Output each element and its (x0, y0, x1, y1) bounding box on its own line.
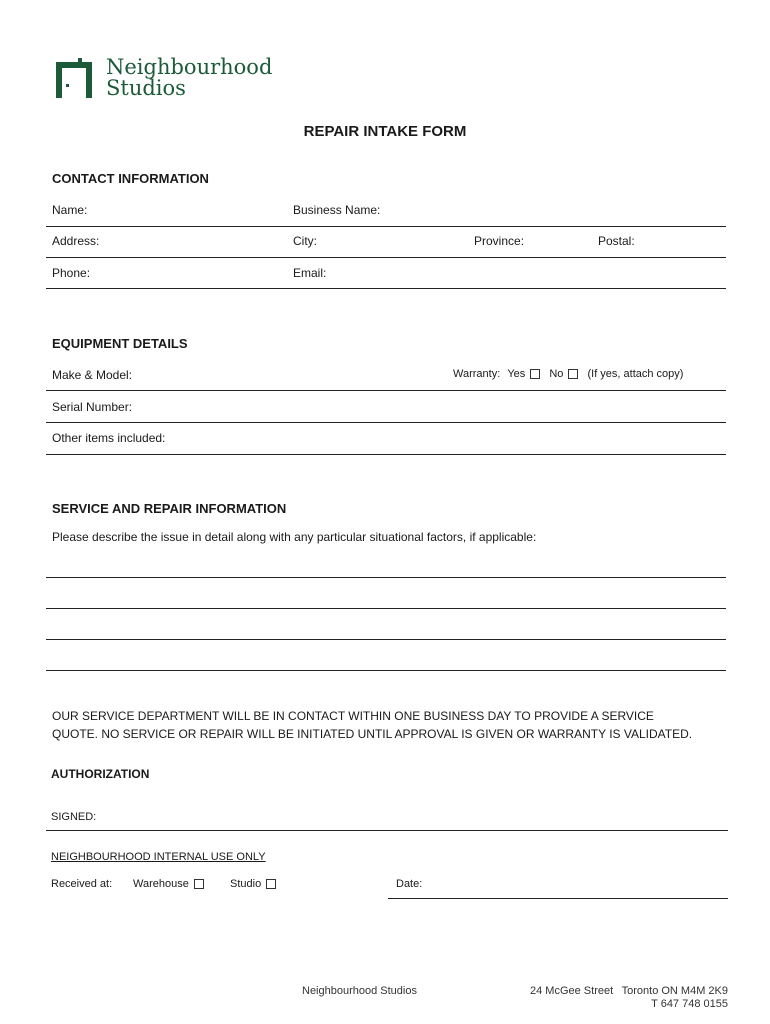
signed-label: SIGNED: (51, 811, 97, 823)
warehouse-label: Warehouse (133, 878, 189, 890)
warranty-yes-checkbox[interactable] (530, 369, 540, 379)
footer-street: 24 McGee Street (530, 985, 614, 997)
warranty-group (453, 368, 683, 380)
postal-label: Postal: (598, 234, 635, 248)
name-field[interactable] (46, 226, 726, 227)
received-at-label: Received at: (51, 878, 113, 890)
brand-name-line1: Neighbourhood (106, 55, 273, 79)
form-title: REPAIR INTAKE FORM (303, 123, 467, 140)
description-line-3[interactable] (46, 639, 726, 640)
signature-field[interactable] (46, 830, 728, 831)
brand-name-line2: Studios (106, 76, 186, 100)
make-model-field[interactable] (46, 390, 726, 391)
internal-heading: NEIGHBOURHOOD INTERNAL USE ONLY (51, 851, 266, 863)
serial-label: Serial Number: (52, 400, 133, 414)
address-label: Address: (52, 234, 100, 248)
warehouse-checkbox[interactable] (194, 879, 204, 889)
studio-checkbox[interactable] (266, 879, 276, 889)
service-instruction: Please describe the issue in detail along with any particular situational factors, if applicable: (52, 530, 537, 544)
warehouse-option (133, 878, 204, 890)
description-line-4[interactable] (46, 670, 726, 671)
business-name-label: Business Name: (293, 203, 381, 217)
notice-line-2: QUOTE. NO SERVICE OR REPAIR WILL BE INITIATED UNTIL APPROVAL IS GIVEN OR WARRANTY IS VALIDATED. (52, 727, 693, 741)
city-label: City: (293, 234, 317, 248)
warranty-no-label: No (549, 368, 564, 380)
warranty-label: Warranty: (453, 368, 501, 380)
province-label: Province: (474, 234, 525, 248)
description-line-2[interactable] (46, 608, 726, 609)
equipment-heading: EQUIPMENT DETAILS (52, 336, 188, 351)
make-model-label: Make & Model: (52, 368, 133, 382)
serial-field[interactable] (46, 422, 726, 423)
date-field[interactable] (388, 898, 728, 899)
other-items-label: Other items included: (52, 431, 166, 445)
footer-phone: T 647 748 0155 (651, 998, 728, 1010)
name-label: Name: (52, 203, 88, 217)
phone-field[interactable] (46, 288, 726, 289)
address-field[interactable] (46, 257, 726, 258)
footer-company: Neighbourhood Studios (302, 985, 417, 997)
email-label: Email: (293, 266, 327, 280)
door-logo-icon (56, 58, 94, 98)
contact-heading: CONTACT INFORMATION (52, 171, 209, 186)
other-items-field[interactable] (46, 454, 726, 455)
authorization-heading: AUTHORIZATION (51, 767, 150, 781)
warranty-yes-label: Yes (507, 368, 526, 380)
description-line-1[interactable] (46, 577, 726, 578)
warranty-note: (If yes, attach copy) (587, 368, 684, 380)
date-label: Date: (396, 878, 423, 890)
studio-label: Studio (230, 878, 262, 890)
phone-label: Phone: (52, 266, 91, 280)
notice-line-1: OUR SERVICE DEPARTMENT WILL BE IN CONTACT WITHIN ONE BUSINESS DAY TO PROVIDE A SERVICE (52, 709, 654, 723)
service-heading: SERVICE AND REPAIR INFORMATION (52, 501, 287, 516)
warranty-no-checkbox[interactable] (568, 369, 578, 379)
footer-city: Toronto ON M4M 2K9 (621, 985, 728, 997)
studio-option (230, 878, 276, 890)
